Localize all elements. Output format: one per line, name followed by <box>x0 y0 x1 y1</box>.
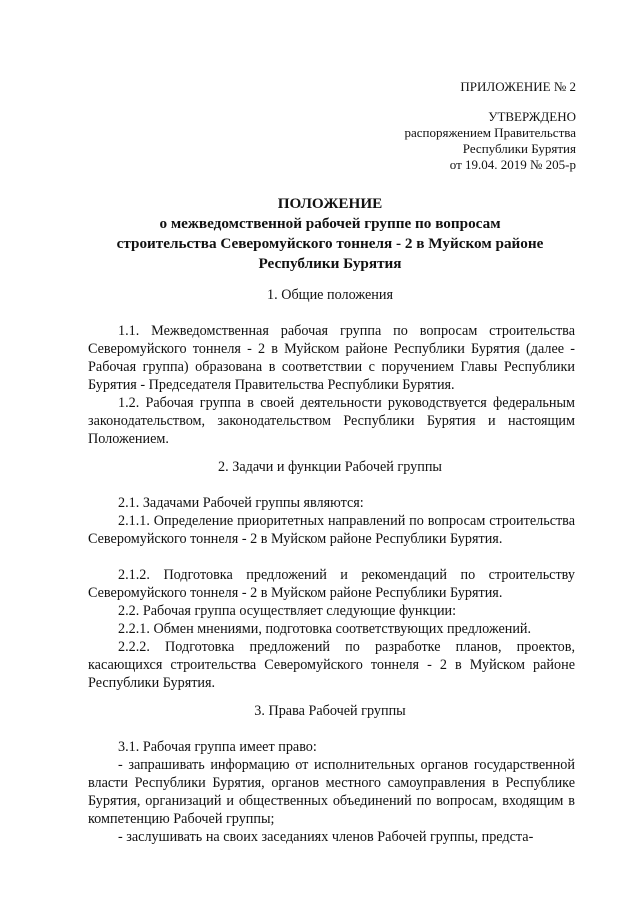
paragraph-2-1-2: 2.1.2. Подготовка предложений и рекомендаций по строительству Северомуйского тоннеля - 2 в Муйском районе Республики Бурятия. <box>88 567 575 601</box>
paragraph-3-1-item-2: - заслушивать на своих заседаниях членов Рабочей группы, предста- <box>118 829 534 845</box>
document-title <box>80 194 580 274</box>
approval-stamp-block <box>404 79 576 173</box>
section-2-heading: 2. Задачи и функции Рабочей группы <box>218 459 442 475</box>
approval-line-1: распоряжением Правительства <box>404 125 576 140</box>
paragraph-2-2-2: 2.2.2. Подготовка предложений по разработке планов, проектов, касающихся строительства Северомуйского тоннеля - 2 в Муйском районе Республики Бурятия. <box>88 639 575 691</box>
paragraph-2-2-1: 2.2.1. Обмен мнениями, подготовка соответствующих предложений. <box>118 621 532 637</box>
appendix-number: ПРИЛОЖЕНИЕ № 2 <box>460 79 576 94</box>
paragraph-1-2: 1.2. Рабочая группа в своей деятельности руководствуется федеральным законодательством, законодательством Республики Бурятия и настоящим Положением. <box>88 395 575 447</box>
title-line-3: строительства Северомуйского тоннеля - 2 в Муйском районе <box>116 235 544 252</box>
title-line-1: ПОЛОЖЕНИЕ <box>277 195 383 212</box>
title-line-4: Республики Бурятия <box>258 255 402 272</box>
approval-date-number: от 19.04. 2019 № 205-р <box>449 157 576 172</box>
paragraph-1-1: 1.1. Межведомственная рабочая группа по вопросам строительства Северомуйского тоннеля - 2 в Муйском районе Республики Бурятия (далее - Рабочая группа) образована в соответствии с поручением Главы Республики Бурятия - Председателя Правительства Республики Бурятия. <box>88 323 575 393</box>
paragraph-3-1-item-1: - запрашивать информацию от исполнительных органов государственной власти Республики Бурятия, органов местного самоуправления в Республике Бурятия, организаций и общественных объединений по вопросам, входящим в компетенцию Рабочей группы; <box>88 757 575 827</box>
section-1-heading: 1. Общие положения <box>267 287 393 303</box>
paragraph-2-1-1: 2.1.1. Определение приоритетных направлений по вопросам строительства Северомуйского тоннеля - 2 в Муйском районе Республики Бурятия. <box>88 513 575 547</box>
approval-line-2: Республики Бурятия <box>462 141 576 156</box>
paragraph-3-1: 3.1. Рабочая группа имеет право: <box>118 739 317 755</box>
paragraph-2-2: 2.2. Рабочая группа осуществляет следующие функции: <box>118 603 457 619</box>
approved-label: УТВЕРЖДЕНО <box>488 109 576 124</box>
paragraph-2-1: 2.1. Задачами Рабочей группы являются: <box>118 495 364 511</box>
section-3-heading: 3. Права Рабочей группы <box>254 703 406 719</box>
title-line-2: о межведомственной рабочей группе по вопросам <box>159 215 501 232</box>
